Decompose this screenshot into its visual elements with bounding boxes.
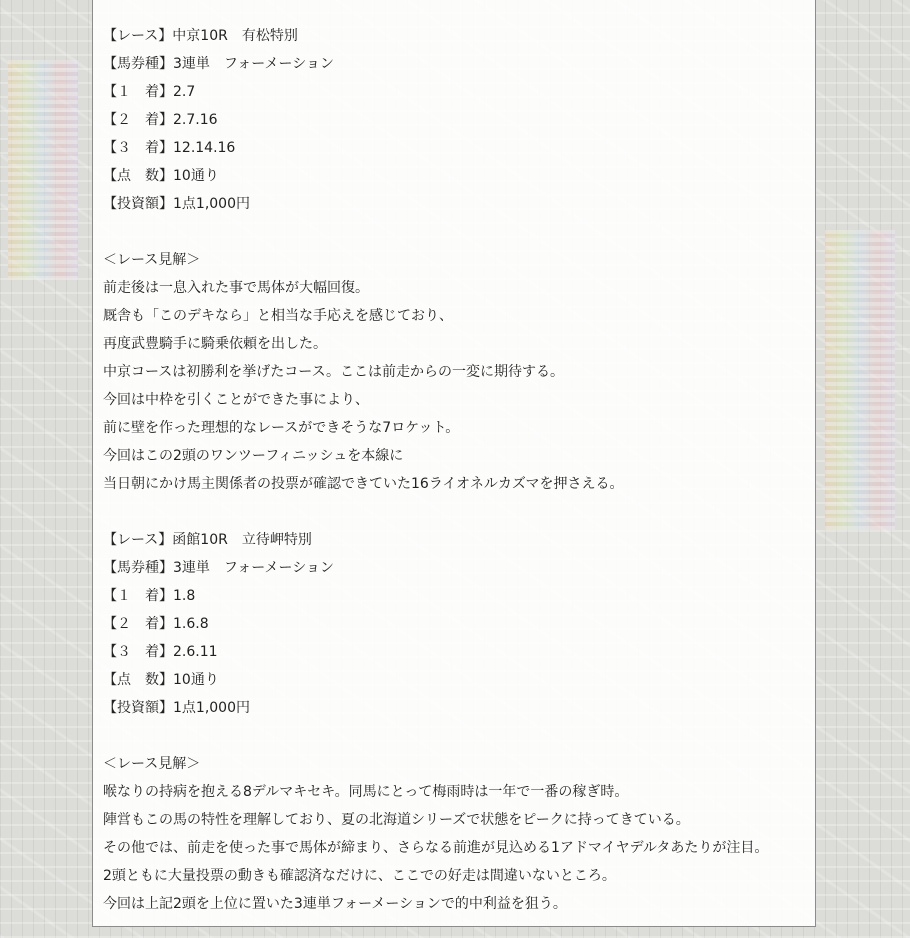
first-place: 【１ 着】1.8 — [103, 588, 196, 604]
analysis-heading: ＜レース見解＞ — [103, 252, 201, 268]
second-place: 【２ 着】2.7.16 — [103, 112, 218, 128]
third-place: 【３ 着】12.14.16 — [103, 140, 236, 156]
analysis-line: 今回はこの2頭のワンツーフィニッシュを本線に — [103, 448, 404, 464]
article-panel — [92, 0, 816, 927]
second-place: 【２ 着】1.6.8 — [103, 616, 209, 632]
spacer — [103, 722, 805, 750]
background-map-decoration — [8, 60, 78, 280]
spacer — [103, 498, 805, 526]
investment-amount: 【投資額】1点1,000円 — [103, 700, 250, 716]
spacer — [103, 218, 805, 246]
analysis-line: 陣営もこの馬の特性を理解しており、夏の北海道シリーズで状態をピークに持ってきている。 — [103, 812, 690, 828]
analysis-line: 前走後は一息入れた事で馬体が大幅回復。 — [103, 280, 369, 296]
analysis-line: 喉なりの持病を抱える8デルマキセキ。同馬にとって梅雨時は一年で一番の稼ぎ時。 — [103, 784, 629, 800]
bet-type: 【馬券種】3連単 フォーメーション — [103, 56, 334, 72]
analysis-line: 再度武豊騎手に騎乗依頼を出した。 — [103, 336, 327, 352]
third-place: 【３ 着】2.6.11 — [103, 644, 218, 660]
first-place: 【１ 着】2.7 — [103, 84, 196, 100]
combination-count: 【点 数】10通り — [103, 672, 219, 688]
background-map-decoration — [825, 230, 895, 530]
race-name: 【レース】中京10R 有松特別 — [103, 28, 298, 44]
bet-type: 【馬券種】3連単 フォーメーション — [103, 560, 334, 576]
race-name: 【レース】函館10R 立待岬特別 — [103, 532, 312, 548]
analysis-heading: ＜レース見解＞ — [103, 756, 201, 772]
analysis-line: 厩舎も「このデキなら」と相当な手応えを感じており、 — [103, 308, 453, 324]
analysis-line: 今回は上記2頭を上位に置いた3連単フォーメーションで的中利益を狙う。 — [103, 896, 567, 912]
race-block-2 — [103, 526, 805, 918]
analysis-line: 中京コースは初勝利を挙げたコース。ここは前走からの一変に期待する。 — [103, 364, 565, 380]
combination-count: 【点 数】10通り — [103, 168, 219, 184]
analysis-line: その他では、前走を使った事で馬体が締まり、さらなる前進が見込める1アドマイヤデルタあたりが注目。 — [103, 840, 769, 856]
analysis-line: 前に壁を作った理想的なレースができそうな7ロケット。 — [103, 420, 460, 436]
analysis-line: 今回は中枠を引くことができた事により、 — [103, 392, 369, 408]
article-content — [103, 22, 805, 918]
analysis-line: 当日朝にかけ馬主関係者の投票が確認できていた16ライオネルカズマを押さえる。 — [103, 476, 624, 492]
race-block-1 — [103, 22, 805, 498]
analysis-line: 2頭ともに大量投票の動きも確認済なだけに、ここでの好走は間違いないところ。 — [103, 868, 616, 884]
investment-amount: 【投資額】1点1,000円 — [103, 196, 250, 212]
